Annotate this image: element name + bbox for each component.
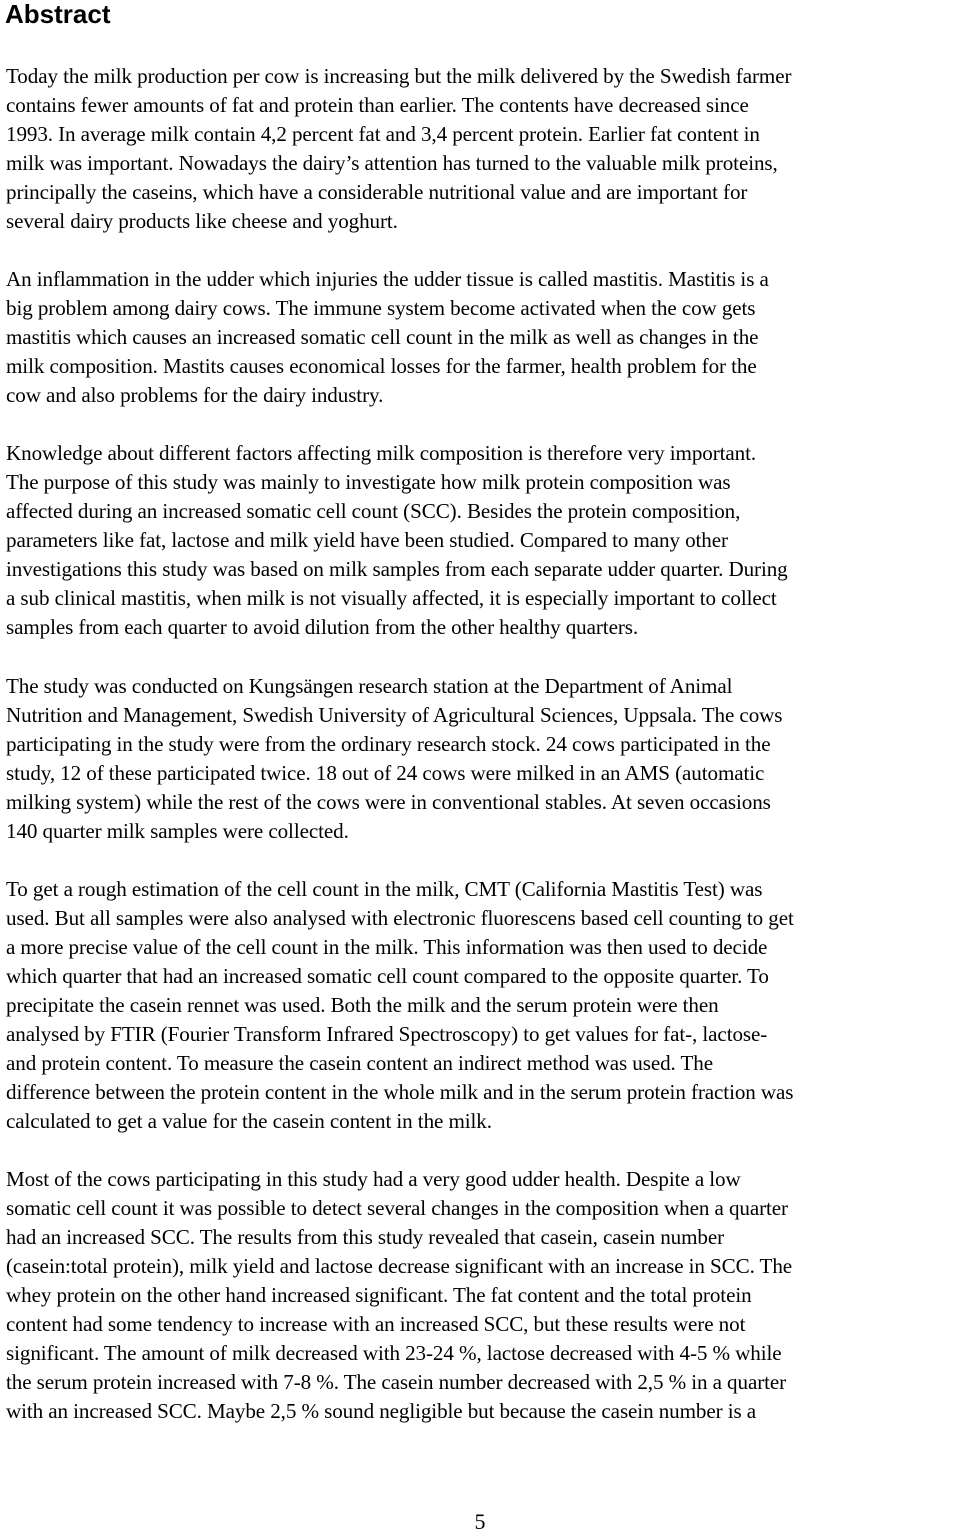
text-line: The purpose of this study was mainly to investigate how milk protein composition was [6,470,731,494]
text-line: principally the caseins, which have a considerable nutritional value and are important for [6,180,748,204]
text-line: a more precise value of the cell count in the milk. This information was then used to decide [6,935,768,959]
text-line: content had some tendency to increase with an increased SCC, but these results were not [6,1312,746,1336]
text-line: parameters like fat, lactose and milk yield have been studied. Compared to many other [6,528,728,552]
text-line: Most of the cows participating in this study had a very good udder health. Despite a low [6,1167,741,1191]
text-line: whey protein on the other hand increased significant. The fat content and the total protein [6,1283,752,1307]
text-line: participating in the study were from the ordinary research stock. 24 cows participated in the [6,732,771,756]
text-line: Today the milk production per cow is increasing but the milk delivered by the Swedish farmer [6,64,792,88]
text-line: milk composition. Mastits causes economical losses for the farmer, health problem for the [6,354,757,378]
paragraph-1 [6,62,959,236]
text-line: analysed by FTIR (Fourier Transform Infrared Spectroscopy) to get values for fat-, lactose- [6,1022,768,1046]
text-line: which quarter that had an increased somatic cell count compared to the opposite quarter. To [6,964,769,988]
text-line: (casein:total protein), milk yield and lactose decrease significant with an increase in SCC. The [6,1254,793,1278]
text-line: cow and also problems for the dairy industry. [6,383,384,407]
text-line: An inflammation in the udder which injuries the udder tissue is called mastitis. Mastitis is a [6,267,769,291]
text-line: Knowledge about different factors affecting milk composition is therefore very important. [6,441,757,465]
page-number: 5 [474,1509,486,1534]
text-line: The study was conducted on Kungsängen research station at the Department of Animal [6,674,733,698]
text-line: difference between the protein content in the whole milk and in the serum protein fraction was [6,1080,794,1104]
text-line: calculated to get a value for the casein content in the milk. [6,1109,492,1133]
text-line: 140 quarter milk samples were collected. [6,819,349,843]
text-line: precipitate the casein rennet was used. Both the milk and the serum protein were then [6,993,719,1017]
text-line: contains fewer amounts of fat and protein than earlier. The contents have decreased since [6,93,749,117]
text-line: a sub clinical mastitis, when milk is not visually affected, it is especially important to collect [6,586,777,610]
abstract-heading: Abstract [5,0,111,29]
text-line: mastitis which causes an increased somatic cell count in the milk as well as changes in the [6,325,759,349]
text-line: study, 12 of these participated twice. 18 out of 24 cows were milked in an AMS (automatic [6,761,765,785]
text-line: To get a rough estimation of the cell count in the milk, CMT (California Mastitis Test) was [6,877,763,901]
text-line: Nutrition and Management, Swedish University of Agricultural Sciences, Uppsala. The cows [6,703,783,727]
text-line: big problem among dairy cows. The immune system become activated when the cow gets [6,296,756,320]
text-line: had an increased SCC. The results from this study revealed that casein, casein number [6,1225,725,1249]
text-line: somatic cell count it was possible to detect several changes in the composition when a quarter [6,1196,788,1220]
text-line: milking system) while the rest of the cows were in conventional stables. At seven occasions [6,790,771,814]
text-line: several dairy products like cheese and yoghurt. [6,209,398,233]
text-line: significant. The amount of milk decreased with 23-24 %, lactose decreased with 4-5 % while [6,1341,782,1365]
paragraph-3 [6,439,959,642]
text-line: milk was important. Nowadays the dairy’s attention has turned to the valuable milk proteins, [6,151,778,175]
paragraph-4 [6,672,959,846]
paragraph-5 [6,875,959,1136]
text-line: the serum protein increased with 7-8 %. The casein number decreased with 2,5 % in a quarter [6,1370,787,1394]
text-line: investigations this study was based on milk samples from each separate udder quarter. During [6,557,788,581]
text-line: 1993. In average milk contain 4,2 percent fat and 3,4 percent protein. Earlier fat content in [6,122,760,146]
text-line: and protein content. To measure the casein content an indirect method was used. The [6,1051,713,1075]
paragraph-6 [6,1165,959,1426]
text-line: used. But all samples were also analysed with electronic fluorescens based cell counting to get [6,906,794,930]
text-line: samples from each quarter to avoid dilution from the other healthy quarters. [6,615,639,639]
paragraph-2 [6,265,959,410]
text-line: affected during an increased somatic cell count (SCC). Besides the protein composition, [6,499,741,523]
text-line: with an increased SCC. Maybe 2,5 % sound negligible but because the casein number is a [6,1399,757,1423]
